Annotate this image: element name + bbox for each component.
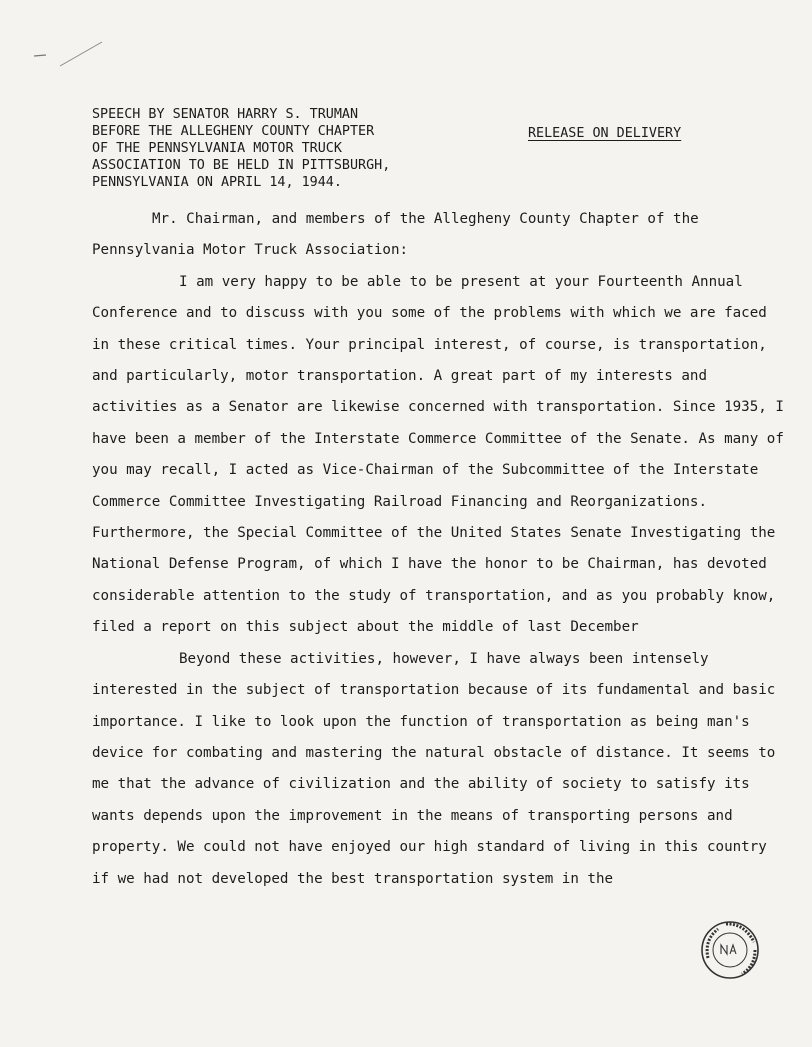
library-seal-stamp <box>700 920 760 980</box>
release-notice: RELEASE ON DELIVERY <box>528 126 682 141</box>
paragraph-2: Beyond these activities, however, I have always been intensely interested in the subject of transportation because of its fundamental and basic importance. I like to look upon the function of transportation as being man's device for combating and mastering the natural obstacle of distance. It seems to me that the advance of civilization and the ability of society to satisfy its wants depends upon the improvement in the means of transporting persons and property. We could not have enjoyed our high standard of living in this country if we had not developed the best transportation system in the <box>92 650 776 887</box>
header-line-4: ASSOCIATION TO BE HELD IN PITTSBURGH, <box>92 158 391 173</box>
header-line-5: PENNSYLVANIA ON APRIL 14, 1944. <box>92 175 342 190</box>
speech-header <box>92 106 390 191</box>
header-line-2: BEFORE THE ALLEGHENY COUNTY CHAPTER <box>92 124 375 139</box>
pencil-mark <box>32 38 104 72</box>
salutation: Mr. Chairman, and members of the Allegheny County Chapter of the Pennsylvania Motor Truck Association: <box>92 211 699 259</box>
header-line-3: OF THE PENNSYLVANIA MOTOR TRUCK <box>92 141 342 156</box>
header-line-1: SPEECH BY SENATOR HARRY S. TRUMAN <box>92 107 359 122</box>
speech-body <box>92 204 792 895</box>
paragraph-1: I am very happy to be able to be present at your Fourteenth Annual Conference and to discuss with you some of the problems with which we are faced in these critical times. Your principal interest, of course, is transportation, and particularly, motor transportation. A great part of my interests and activities as a Senator are likewise concerned with transportation. Since 1935, I have been a member of the Interstate Commerce Committee of the Senate. As many of you may recall, I acted as Vice-Chairman of the Subcommittee of the Interstate Commerce Committee Investigating Railroad Financing and Reorganizations. Furthermore, the Special Committee of the United States Senate Investigating the National Defense Program, of which I have the honor to be Chairman, has devoted considerable attention to the study of transportation, and as you probably know, filed a report on this subject about the middle of last December <box>92 273 784 636</box>
